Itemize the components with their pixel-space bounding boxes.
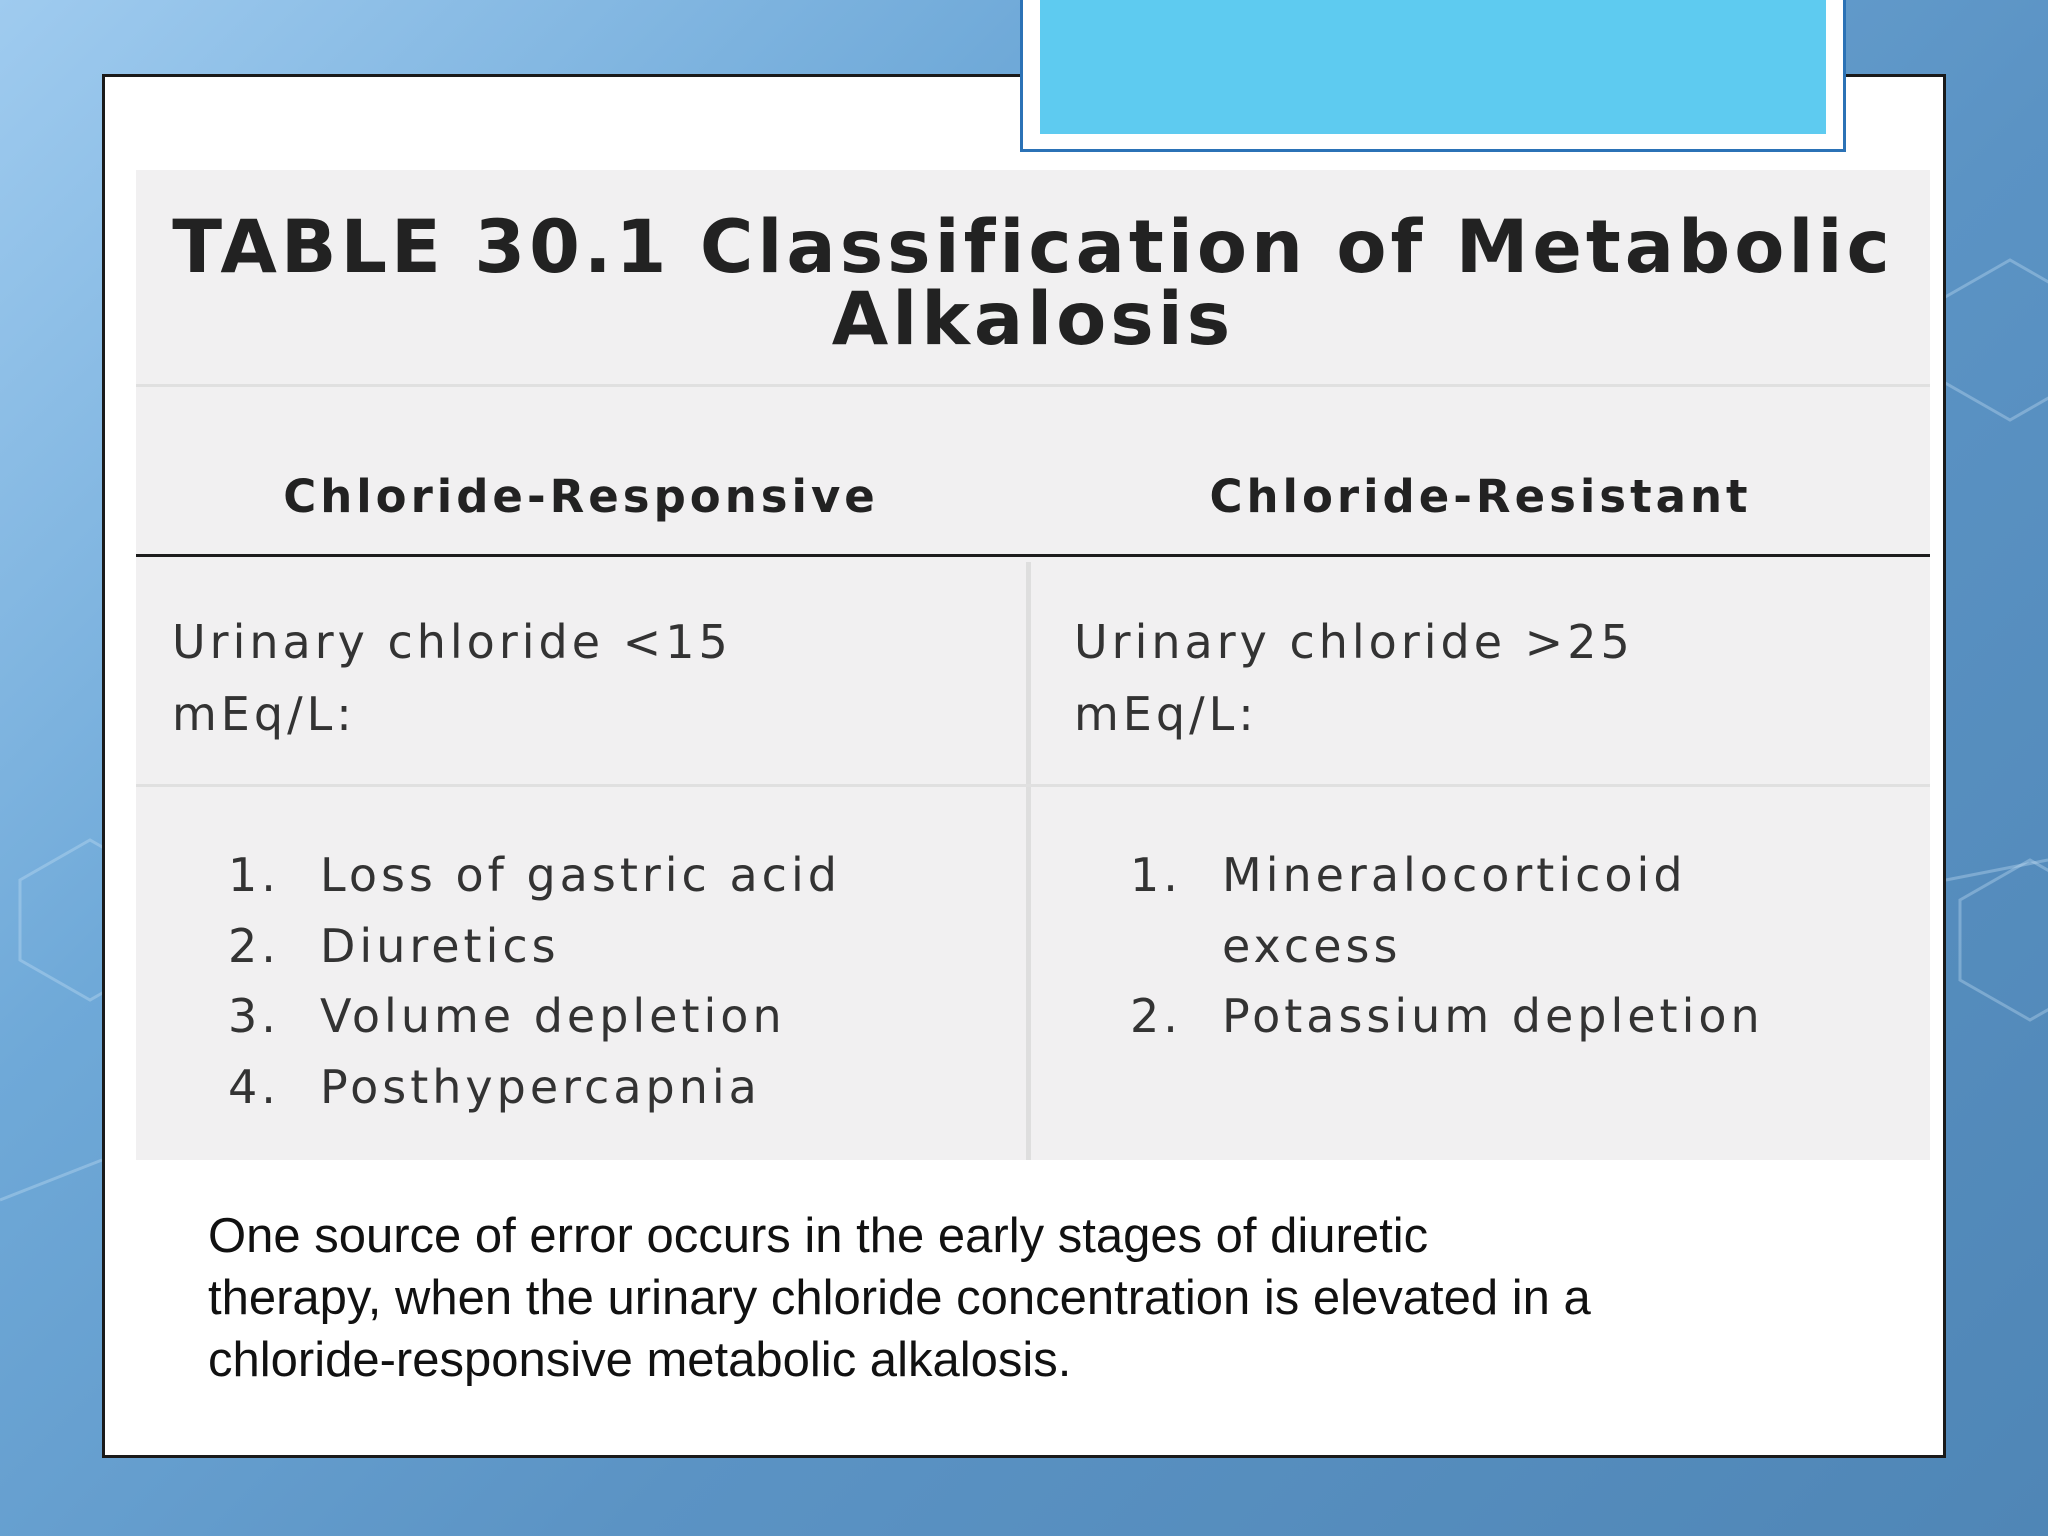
list-item [1130, 981, 1764, 1052]
list-text: Mineralocorticoid [1222, 848, 1687, 902]
list-number: 2. [228, 918, 280, 973]
list-number: 1. [228, 848, 280, 902]
column-divider [1026, 562, 1031, 1160]
causes-list-chloride-resistant [1130, 840, 1764, 1052]
slide-caption [208, 1205, 1848, 1391]
list-text: Diuretics [320, 918, 560, 973]
list-item [228, 911, 841, 982]
table-title [136, 205, 1930, 362]
list-number: 3. [228, 989, 280, 1043]
list-number: 1. [1130, 848, 1182, 902]
list-item [228, 981, 841, 1052]
list-text: Volume depletion [320, 989, 786, 1043]
table-title-line1: TABLE 30.1 Classification of Metabolic [172, 205, 1894, 290]
list-text: Posthypercapnia [320, 1059, 761, 1114]
accent-tab-fill [1040, 0, 1826, 134]
caption-line: chloride-responsive metabolic alkalosis. [208, 1333, 1072, 1387]
list-number: 4. [228, 1059, 280, 1114]
criterion-line: Urinary chloride >25 [1074, 615, 1634, 669]
list-item [228, 1052, 841, 1123]
list-text: Loss of gastric acid [320, 848, 841, 902]
list-text: excess [1222, 918, 1402, 973]
column-header-chloride-resistant: Chloride-Resistant [1209, 470, 1752, 523]
row-divider [136, 784, 1930, 787]
list-number: 2. [1130, 989, 1182, 1043]
caption-line: One source of error occurs in the early stages of diuretic [208, 1209, 1429, 1263]
table-title-line2: Alkalosis [831, 277, 1235, 362]
list-text: Potassium depletion [1222, 989, 1764, 1043]
criterion-line: mEq/L: [1074, 687, 1258, 741]
criterion-chloride-responsive [172, 606, 732, 750]
header-divider [136, 554, 1930, 557]
column-header-chloride-responsive: Chloride-Responsive [283, 470, 879, 523]
criterion-line: mEq/L: [172, 687, 356, 741]
title-divider [136, 384, 1930, 387]
classification-table [136, 170, 1930, 1160]
causes-list-chloride-responsive [228, 840, 841, 1122]
list-item [228, 840, 841, 911]
list-item [1130, 840, 1764, 911]
criterion-line: Urinary chloride <15 [172, 615, 732, 669]
criterion-chloride-resistant [1074, 606, 1634, 750]
list-number [1130, 911, 1222, 982]
list-item [1130, 911, 1764, 982]
caption-line: therapy, when the urinary chloride concentration is elevated in a [208, 1271, 1591, 1325]
